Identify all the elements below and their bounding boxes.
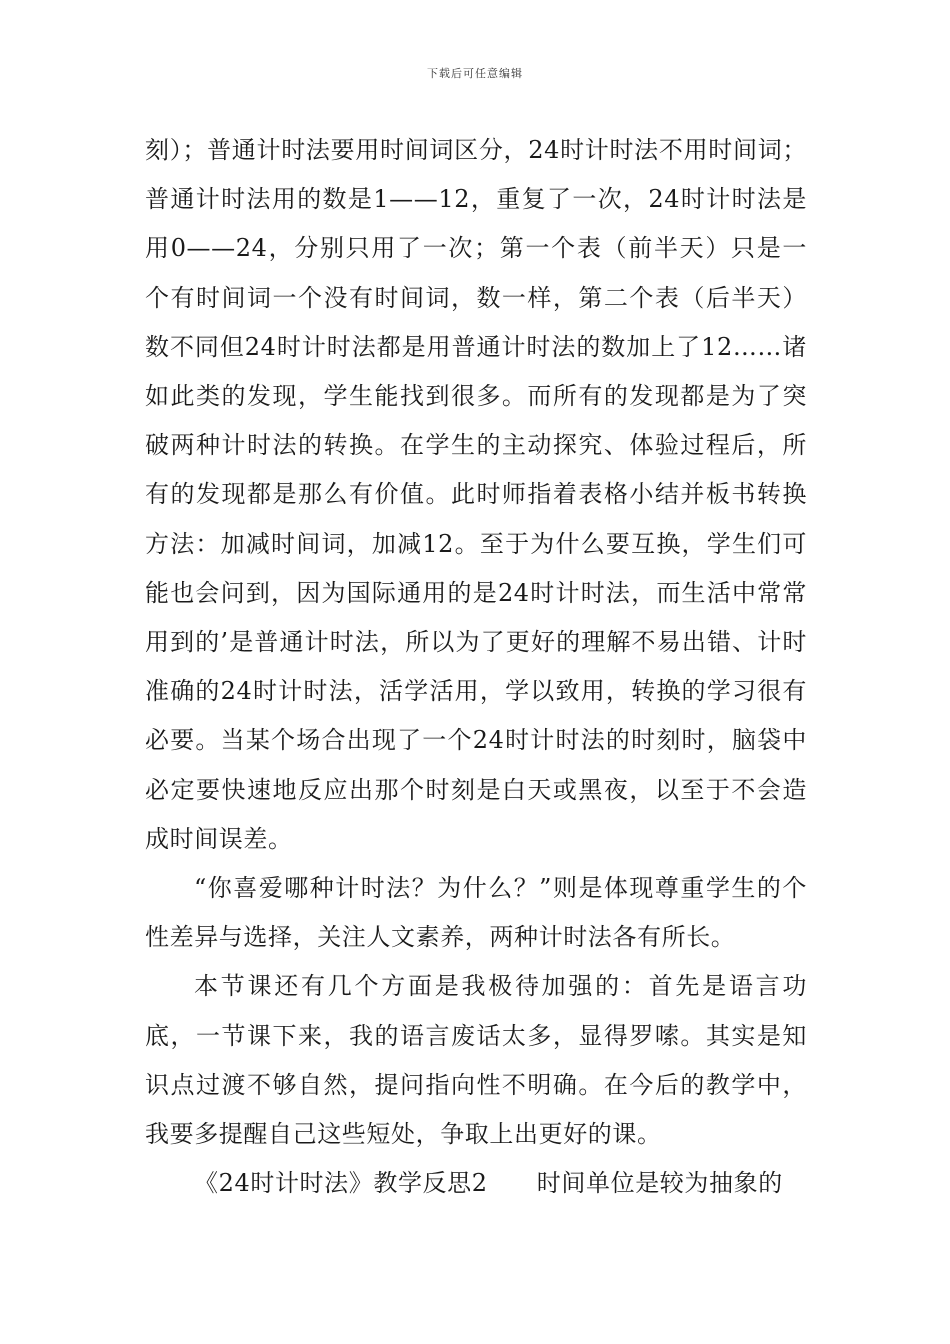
paragraph: 《24时计时法》教学反思2 时间单位是较为抽象的 <box>194 1169 783 1198</box>
paragraph: 刻）；普通计时法要用时间词区分，24时计时法不用时间词；普通计时法用的数是1——12，重复了一次，24时计时法是用0——24，分别只用了一次；第一个表（前半天）只是一个有时间词一个没有时间词，数一样，第二个表（后半天）数不同但24时计时法都是用普通计时法的数加上了12……诸如此类的发现，学生能找到很多。而所有的发现都是为了突破两种计时法的转换。在学生的主动探究、体验过程后，所有的发现都是那么有价值。此时师指着表格小结并板书转换方法：加减时间词，加减12。至于为什么要互换，学生们可能也会问到，因为国际通用的是24时计时法，而生活中常常用到的’是普通计时法，所以为了更好的理解不易出错、计时准确的24时计时法，活学活用，学以致用，转换的学习很有必要。当某个场合出现了一个24时计时法的时刻时，脑袋中必定要快速地反应出那个时刻是白天或黑夜，以至于不会造成时间误差。 <box>145 136 807 853</box>
body-text <box>145 126 807 1208</box>
header-note: 下载后可任意编辑 <box>427 67 523 80</box>
paragraph: “你喜爱哪种计时法？为什么？”则是体现尊重学生的个性差异与选择，关注人文素养，两种计时法各有所长。 <box>145 874 807 952</box>
paragraph: 本节课还有几个方面是我极待加强的：首先是语言功底，一节课下来，我的语言废话太多，显得罗嗦。其实是知识点过渡不够自然，提问指向性不明确。在今后的教学中，我要多提醒自己这些短处，争取上出更好的课。 <box>145 972 807 1149</box>
